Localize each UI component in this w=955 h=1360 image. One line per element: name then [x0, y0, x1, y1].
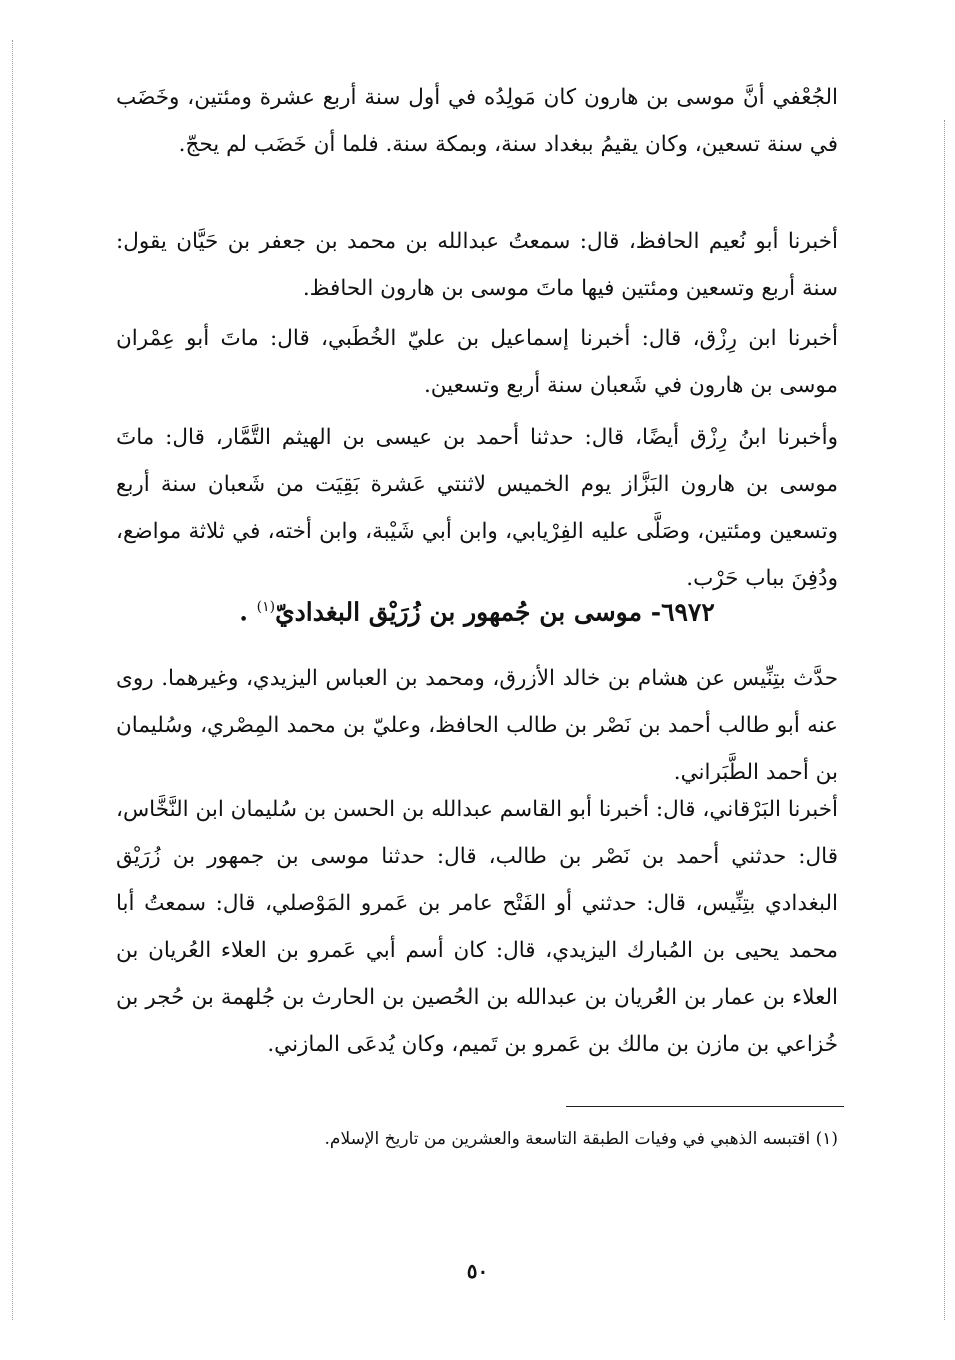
paragraph-abu-nuaym-report: أخبرنا أبو نُعيم الحافظ، قال: سمعتُ عبدالله بن محمد بن جعفر بن حَيَّان يقول: سنة أربع وتسعين ومئتين فيها ماتَ موسى بن هارون الحافظ. — [116, 229, 838, 301]
paragraph-ibn-rizq-report: أخبرنا ابن رِزْق، قال: أخبرنا إسماعيل بن عليّ الخُطَبي، قال: ماتَ أبو عِمْران موسى بن هارون في شَعبان سنة أربع وتسعين. — [116, 326, 838, 398]
footnote-marker[interactable]: (١) — [256, 599, 276, 615]
page-number: ٥٠ — [466, 1259, 489, 1283]
paragraph-death-burial: وأخبرنا ابنُ رِزْق أيضًا، قال: حدثنا أحمد بن عيسى بن الهيثم التَّمَّار، قال: ماتَ موسى بن هارون البَزَّاز يوم الخميس لاثنتي عَشرة بَقِيَت من شَعبان سنة أربع وتسعين ومئتين، وصَلَّى عليه الفِرْيابي، وابن أبي شَيْبة، وابن أخته، في ثلاثة مواضع، ودُفِنَ بباب حَرْب. — [116, 425, 838, 591]
paragraph-transmitters: حدَّث بتِنِّيس عن هشام بن خالد الأزرق، ومحمد بن العباس اليزيدي، وغيرهما. روى عنه أبو طالب أحمد بن نَصْر بن طالب الحافظ، وعليّ بن محمد المِصْري، وسُليمان بن أحمد الطَّبَراني. — [116, 666, 838, 785]
biography-heading — [116, 582, 838, 637]
footnote-separator — [566, 1106, 844, 1107]
heading-period: . — [239, 597, 248, 627]
paragraph-musa-birth: الجُعْفي أنَّ موسى بن هارون كان مَولِدُه في أول سنة أربع عشرة ومئتين، وخَضَب في سنة تسعين، وكان يقيمُ ببغداد سنة، وبمكة سنة. فلما أن خَضَب لم يحجّ. — [116, 85, 838, 157]
paragraph-lineage-report: أخبرنا البَرْقاني، قال: أخبرنا أبو القاسم عبدالله بن الحسن بن سُليمان ابن النَّخَّاس، قال: حدثني أحمد بن نَصْر بن طالب، قال: حدثنا موسى بن جمهور بن زُرَيْق البغدادي بتِنِّيس، قال: حدثني أو الفَتْح عامر بن عَمرو المَوْصلي، قال: سمعتُ أبا محمد يحيى بن المُبارك اليزيدي، قال: كان أسم أبي عَمرو بن العلاء العُريان بن العلاء بن عمار بن العُريان بن عبدالله بن الحُصين بن الحارث بن جُلهمة بن حُجر بن خُزاعي بن مازن بن مالك بن عَمرو بن تَميم، وكان يُدعَى المازني. — [116, 797, 838, 1057]
scan-edge-right — [944, 120, 945, 1320]
scan-edge-left — [12, 40, 13, 1320]
footnote-text: (١) اقتبسه الذهبي في وفيات الطبقة التاسعة والعشرين من تاريخ الإسلام. — [324, 1129, 838, 1149]
heading-title: ٦٩٧٢- موسى بن جُمهور بن زُرَيْق البغداديّ — [275, 597, 715, 627]
